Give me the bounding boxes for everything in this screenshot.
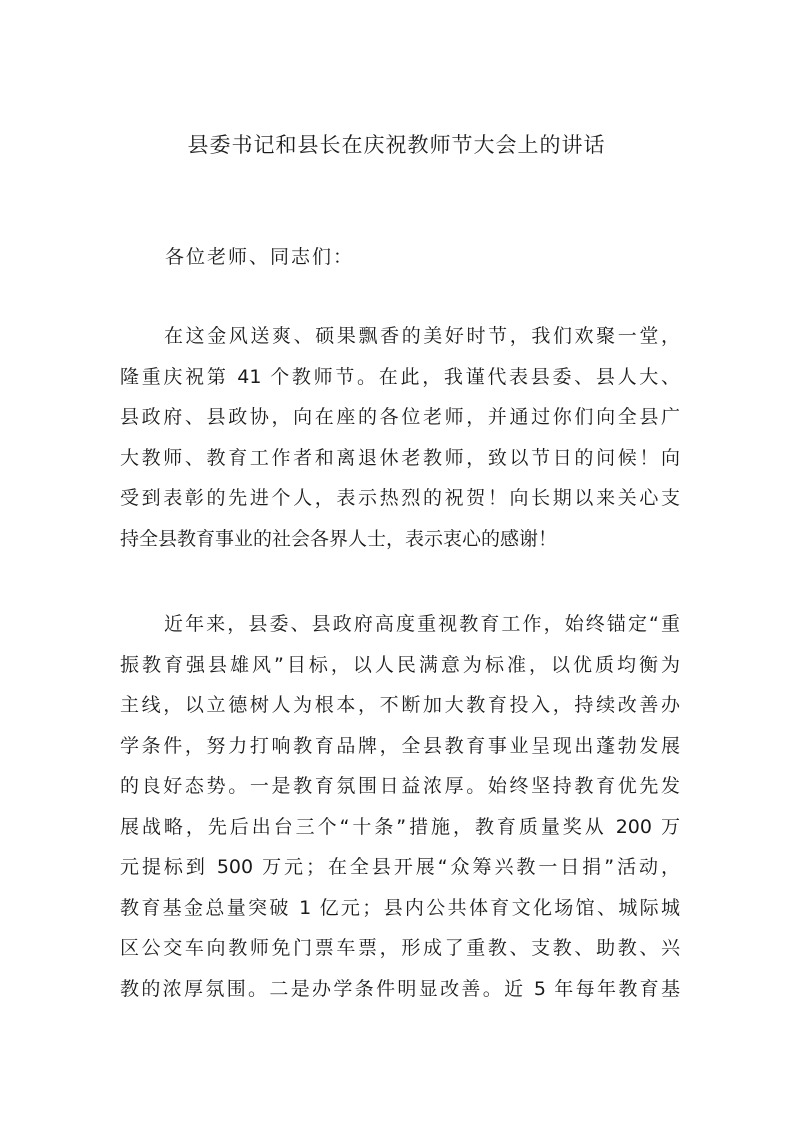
paragraph-1 — [120, 316, 680, 559]
document-title: 县委书记和县长在庆祝教师节大会上的讲话 — [187, 133, 606, 157]
paragraph-line: 大教师、教育工作者和离退休老教师，致以节日的问候！向 — [120, 446, 680, 469]
paragraph-line: 在这金风送爽、硕果飘香的美好时节，我们欢聚一堂， — [164, 325, 680, 347]
paragraph-line: 县政府、县政协，向在座的各位老师，并通过你们向全县广 — [120, 406, 680, 428]
paragraph-line: 近年来，县委、县政府高度重视教育工作，始终锚定“重 — [164, 613, 680, 635]
paragraph-line: 持全县教育事业的社会各界人士，表示衷心的感谢！ — [120, 527, 558, 550]
paragraph-line: 区公交车向教师免门票车票，形成了重教、支教、助教、兴 — [120, 937, 680, 959]
paragraph-line: 展战略，先后出台三个“十条”措施，教育质量奖从 200 万 — [120, 815, 680, 838]
paragraph-line: 振教育强县雄风”目标，以人民满意为标准，以优质均衡为 — [120, 653, 680, 676]
paragraph-2 — [120, 604, 680, 1009]
paragraph-line: 受到表彰的先进个人，表示热烈的祝贺！向长期以来关心支 — [120, 487, 680, 509]
paragraph-line: 的良好态势。一是教育氛围日益浓厚。始终坚持教育优先发 — [120, 775, 680, 797]
paragraph-line: 教的浓厚氛围。二是办学条件明显改善。近 5 年每年教育基 — [120, 977, 680, 1000]
greeting-line: 各位老师、同志们： — [165, 246, 355, 268]
paragraph-line: 元提标到 500 万元；在全县开展“众筹兴教一日捐”活动， — [120, 856, 680, 878]
paragraph-line: 学条件，努力打响教育品牌，全县教育事业呈现出蓬勃发展 — [120, 734, 680, 757]
paragraph-line: 主线，以立德树人为根本，不断加大教育投入，持续改善办 — [120, 694, 680, 716]
paragraph-line: 教育基金总量突破 1 亿元；县内公共体育文化场馆、城际城 — [120, 896, 680, 919]
paragraph-line: 隆重庆祝第 41 个教师节。在此，我谨代表县委、县人大、 — [120, 365, 680, 388]
